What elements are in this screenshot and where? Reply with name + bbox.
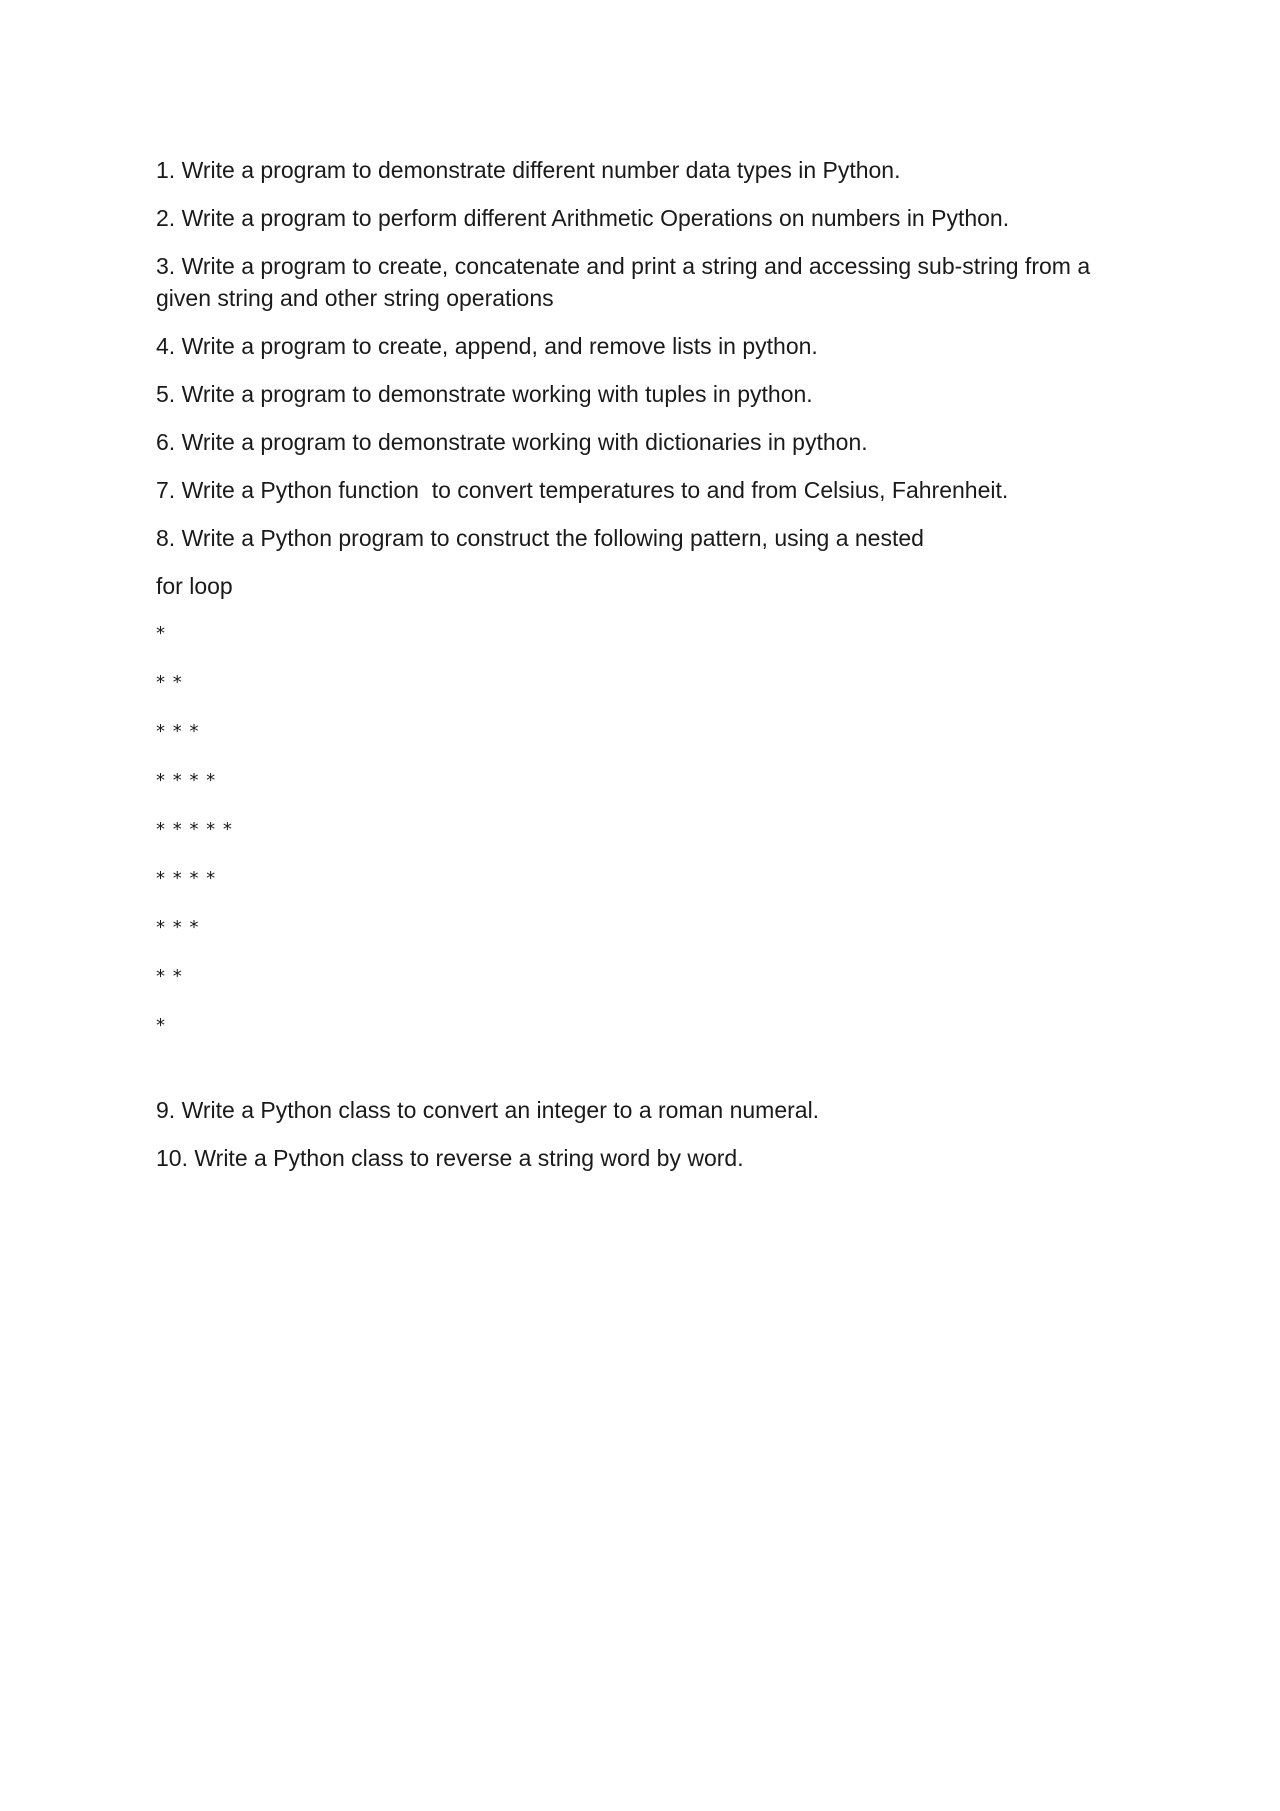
question-3: 3. Write a program to create, concatenate and print a string and accessing sub-string from a given string and other string operations <box>156 253 1097 311</box>
pattern-row: * * * <box>156 917 200 938</box>
pattern-row: * <box>156 623 166 644</box>
question-2: 2. Write a program to perform different Arithmetic Operations on numbers in Python. <box>156 205 1010 231</box>
pattern-row: * * * <box>156 721 200 742</box>
pattern-row: * * <box>156 966 183 987</box>
question-1: 1. Write a program to demonstrate different number data types in Python. <box>156 157 901 183</box>
question-6: 6. Write a program to demonstrate working with dictionaries in python. <box>156 429 868 455</box>
star-pattern <box>156 618 1116 1042</box>
question-8-continuation: for loop <box>156 573 233 599</box>
pattern-row: * <box>156 1015 166 1036</box>
question-4: 4. Write a program to create, append, and remove lists in python. <box>156 333 818 359</box>
pattern-row: * * * * <box>156 868 217 889</box>
question-8: 8. Write a Python program to construct the following pattern, using a nested <box>156 525 924 551</box>
document-body <box>156 154 1116 1190</box>
question-7: 7. Write a Python function to convert temperatures to and from Celsius, Fahrenheit. <box>156 477 1009 503</box>
blank-line <box>156 1059 1116 1094</box>
question-10: 10. Write a Python class to reverse a string word by word. <box>156 1145 744 1171</box>
pattern-row: * * * * <box>156 770 217 791</box>
question-5: 5. Write a program to demonstrate working with tuples in python. <box>156 381 813 407</box>
pattern-row: * * <box>156 672 183 693</box>
pattern-row: * * * * * <box>156 819 233 840</box>
question-9: 9. Write a Python class to convert an integer to a roman numeral. <box>156 1097 820 1123</box>
